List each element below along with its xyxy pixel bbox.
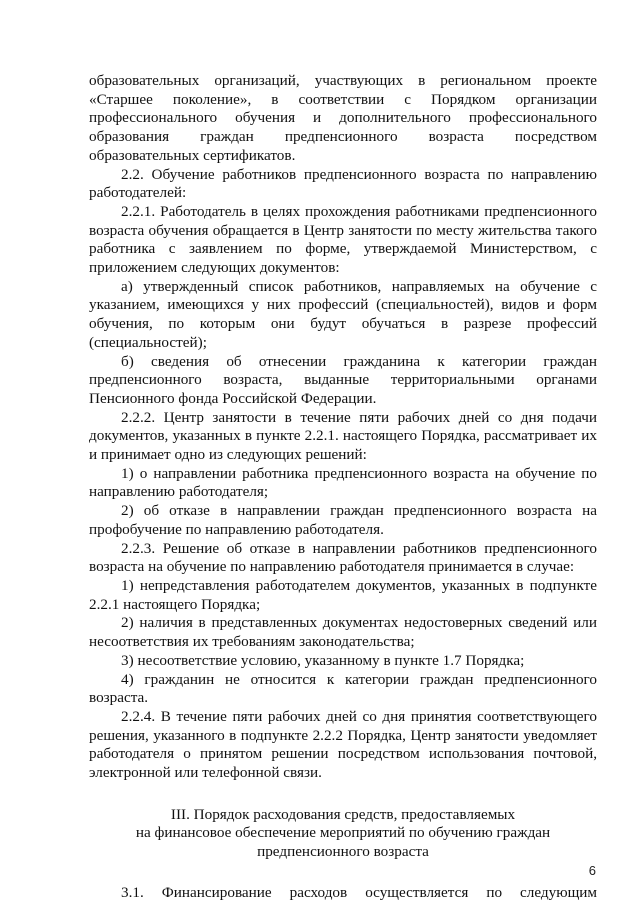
paragraph-2-2-1-a: а) утвержденный список работников, направляемых на обучение с указанием, имеющихся у них профессий (специальностей), видов и форм обучения, по которым они будут обучаться в разрезе профессий (специальностей); xyxy=(89,277,597,351)
section-heading-line-3: предпенсионного возраста xyxy=(257,843,429,861)
paragraph-2-2-1: 2.2.1. Работодатель в целях прохождения работниками предпенсионного возраста обучения обращается в Центр занятости по месту жительства такого работника с заявлением по форме, утверждаемой Министерством, с приложением следующих документов: xyxy=(89,202,597,277)
paragraph-3-1: 3.1. Финансирование расходов осуществляется по следующим xyxy=(121,883,597,901)
section-heading-line-1: III. Порядок расходования средств, предоставляемых xyxy=(170,805,516,823)
paragraph-2-2-2-item-2: 2) об отказе в направлении граждан предпенсионного возраста на профобучение по направлению работодателя. xyxy=(89,502,597,538)
page-number: 6 xyxy=(588,863,596,878)
paragraph-2-2-2-item-1: 1) о направлении работника предпенсионного возраста на обучение по направлению работодателя; xyxy=(89,464,597,501)
paragraph-continuation: образовательных организаций, участвующих в региональном проекте «Старшее поколение», в соответствии с Порядком организации профессионального обучения и дополнительного профессионального образования граждан предпенсионного возраста посредством образовательных сертификатов. xyxy=(89,72,597,164)
section-heading-line-2: на финансовое обеспечение мероприятий по обучению граждан xyxy=(135,824,551,842)
paragraph-2-2-3-item-4: 4) гражданин не относится к категории граждан предпенсионного возраста. xyxy=(89,670,597,707)
paragraph-2-2-3-item-3: 3) несоответствие условию, указанному в пункте 1.7 Порядка; xyxy=(121,651,525,669)
paragraph-2-2-3-item-1: 1) непредставления работодателем документов, указанных в подпункте 2.2.1 настоящего Порядка; xyxy=(89,576,597,613)
paragraph-2-2-1-b: б) сведения об отнесении гражданина к категории граждан предпенсионного возраста, выданные территориальными органами Пенсионного фонда Российской Федерации. xyxy=(89,352,597,407)
paragraph-2-2-3: 2.2.3. Решение об отказе в направлении работников предпенсионного возраста на обучение по направлению работодателя принимается в случае: xyxy=(89,539,597,576)
paragraph-2-2-4: 2.2.4. В течение пяти рабочих дней со дня принятия соответствующего решения, указанного в подпункте 2.2.2 Порядка, Центр занятости уведомляет работодателя о принятом решении посредством использования почтовой, электронной или телефонной связи. xyxy=(89,707,597,782)
paragraph-2-2-3-item-2: 2) наличия в представленных документах недостоверных сведений или несоответствия их требованиям законодательства; xyxy=(89,614,597,651)
section-heading xyxy=(89,806,597,862)
paragraph-2-2-2: 2.2.2. Центр занятости в течение пяти рабочих дней со дня подачи документов, указанных в пункте 2.2.1. настоящего Порядка, рассматривает их и принимает одно из следующих решений: xyxy=(89,408,597,464)
paragraph-2-2: 2.2. Обучение работников предпенсионного возраста по направлению работодателей: xyxy=(89,165,597,202)
document-body xyxy=(89,72,597,903)
